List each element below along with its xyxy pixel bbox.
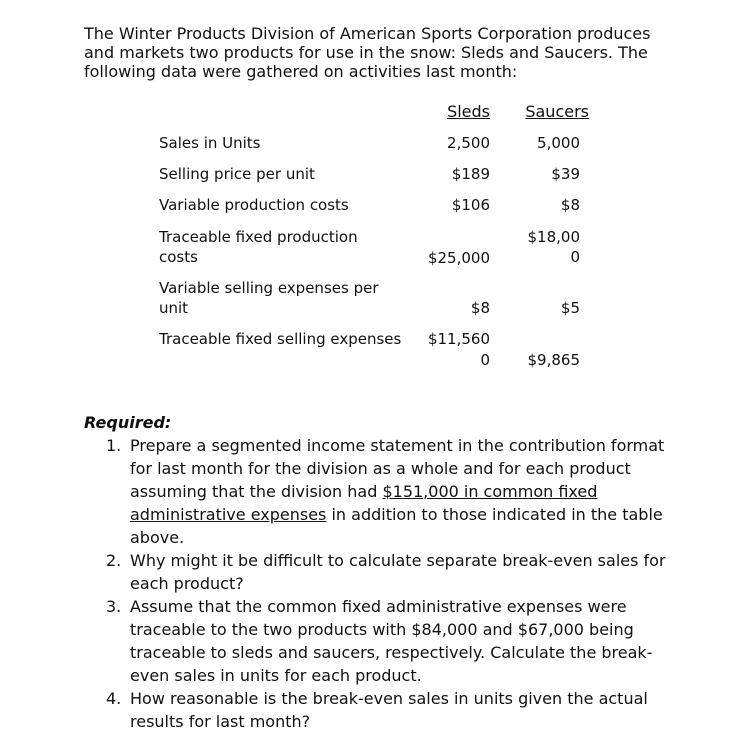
- sleds-variable-selling: $8: [470, 299, 490, 317]
- row-label-variable-selling: Variable selling expenses per: [159, 279, 379, 297]
- sleds-sales-units: 2,500: [447, 134, 490, 152]
- item-number: 4.: [106, 689, 122, 708]
- common-fixed-amount: $151,000 in common fixed: [382, 482, 598, 501]
- row-label-fixed-selling: Traceable fixed selling expenses: [159, 330, 402, 348]
- column-header-sleds: Sleds: [447, 102, 490, 121]
- row-label-selling-price: Selling price per unit: [159, 165, 315, 183]
- item-text: traceable to sleds and saucers, respectively. Calculate the break-: [130, 643, 653, 662]
- item-text: How reasonable is the break-even sales in units given the actual: [130, 689, 648, 708]
- item-text: Why might it be difficult to calculate separate break-even sales for: [130, 551, 666, 570]
- list-item: [106, 434, 676, 549]
- saucers-selling-price: $39: [551, 165, 580, 183]
- row-label-sales-units: Sales in Units: [159, 134, 261, 152]
- item-text: Prepare a segmented income statement in the contribution format: [130, 436, 665, 455]
- saucers-fixed-production: $18,00: [527, 228, 580, 246]
- saucers-fixed-selling: $9,865: [527, 351, 580, 369]
- saucers-variable-production: $8: [560, 196, 580, 214]
- intro-line: The Winter Products Division of American Sports Corporation produces: [84, 24, 651, 43]
- row-label-variable-selling-cont: unit: [159, 299, 189, 317]
- row-label-fixed-production-cont: costs: [159, 248, 198, 266]
- sleds-variable-production: $106: [451, 196, 490, 214]
- sleds-fixed-selling-cont: 0: [480, 351, 490, 369]
- sleds-selling-price: $189: [451, 165, 490, 183]
- item-text: results for last month?: [130, 712, 311, 731]
- list-item: [106, 687, 676, 733]
- column-header-saucers: Saucers: [525, 102, 589, 121]
- required-heading: Required:: [84, 413, 172, 432]
- list-item: [106, 549, 676, 595]
- saucers-sales-units: 5,000: [537, 134, 580, 152]
- admin-expenses-underlined: administrative expenses: [130, 505, 327, 524]
- item-text: above.: [130, 528, 185, 547]
- item-text: even sales in units for each product.: [130, 666, 422, 685]
- intro-line: following data were gathered on activities last month:: [84, 62, 518, 81]
- item-text: for last month for the division as a whole and for each product: [130, 459, 631, 478]
- item-text: traceable to the two products with $84,000 and $67,000 being: [130, 620, 634, 639]
- item-number: 3.: [106, 597, 122, 616]
- sleds-fixed-selling: $11,560: [427, 330, 490, 348]
- required-list: [106, 434, 676, 733]
- intro-paragraph: [84, 24, 684, 81]
- item-text: assuming that the division had $151,000 in common fixed: [130, 482, 598, 501]
- item-number: 1.: [106, 436, 122, 455]
- item-text: administrative expenses in addition to those indicated in the table: [130, 505, 663, 524]
- intro-line: and markets two products for use in the snow: Sleds and Saucers. The: [84, 43, 648, 62]
- item-number: 2.: [106, 551, 122, 570]
- item-text: each product?: [130, 574, 244, 593]
- saucers-fixed-production-cont: 0: [570, 248, 580, 266]
- row-label-variable-production: Variable production costs: [159, 196, 349, 214]
- list-item: [106, 595, 676, 687]
- item-text: Assume that the common fixed administrative expenses were: [130, 597, 627, 616]
- saucers-variable-selling: $5: [560, 299, 580, 317]
- row-label-fixed-production: Traceable fixed production: [159, 228, 358, 246]
- sleds-fixed-production: $25,000: [427, 249, 490, 267]
